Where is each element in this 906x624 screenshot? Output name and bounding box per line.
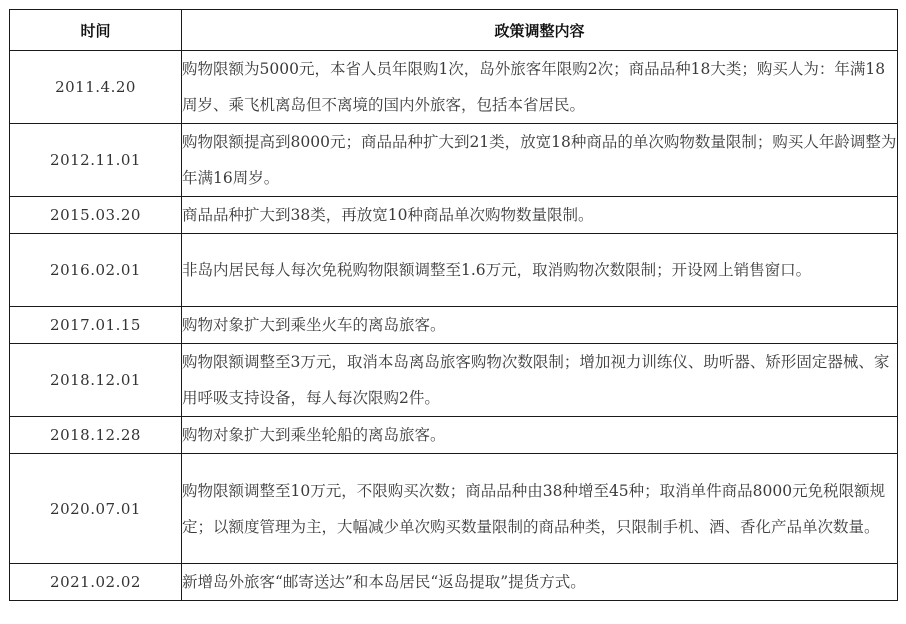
row-date: 2011.4.20 [10, 51, 182, 124]
row-date: 2017.01.15 [10, 307, 182, 344]
row-policy-content: 非岛内居民每人每次免税购物限额调整至1.6万元，取消购物次数限制；开设网上销售窗口。 [182, 234, 898, 307]
row-policy-content: 购物限额调整至10万元，不限购买次数；商品品种由38种增至45种；取消单件商品8000元免税限额规定；以额度管理为主，大幅减少单次购买数量限制的商品种类，只限制手机、酒、香化产品单次数量。 [182, 454, 898, 564]
row-policy-content: 新增岛外旅客“邮寄送达”和本岛居民“返岛提取”提货方式。 [182, 564, 898, 601]
row-policy-content: 购物对象扩大到乘坐轮船的离岛旅客。 [182, 417, 898, 454]
table-row [10, 417, 898, 454]
row-date: 2016.02.01 [10, 234, 182, 307]
row-date: 2020.07.01 [10, 454, 182, 564]
table-row [10, 197, 898, 234]
table-row [10, 344, 898, 417]
row-date: 2018.12.28 [10, 417, 182, 454]
column-header-time: 时间 [10, 10, 182, 51]
row-policy-content: 购物限额为5000元，本省人员年限购1次，岛外旅客年限购2次；商品品种18大类；购买人为：年满18周岁、乘飞机离岛但不离境的国内外旅客，包括本省居民。 [182, 51, 898, 124]
table-row [10, 234, 898, 307]
row-policy-content: 购物限额提高到8000元；商品品种扩大到21类，放宽18种商品的单次购物数量限制；购买人年龄调整为年满16周岁。 [182, 124, 898, 197]
row-date: 2012.11.01 [10, 124, 182, 197]
row-date: 2021.02.02 [10, 564, 182, 601]
row-date: 2015.03.20 [10, 197, 182, 234]
row-policy-content: 购物对象扩大到乘坐火车的离岛旅客。 [182, 307, 898, 344]
row-policy-content: 商品品种扩大到38类，再放宽10种商品单次购物数量限制。 [182, 197, 898, 234]
table-row [10, 124, 898, 197]
row-policy-content: 购物限额调整至3万元，取消本岛离岛旅客购物次数限制；增加视力训练仪、助听器、矫形固定器械、家用呼吸支持设备，每人每次限购2件。 [182, 344, 898, 417]
table-row [10, 51, 898, 124]
table-row [10, 454, 898, 564]
policy-adjustment-table [9, 9, 898, 601]
table-row [10, 564, 898, 601]
column-header-content: 政策调整内容 [182, 10, 898, 51]
table-row [10, 307, 898, 344]
row-date: 2018.12.01 [10, 344, 182, 417]
table-header-row [10, 10, 898, 51]
